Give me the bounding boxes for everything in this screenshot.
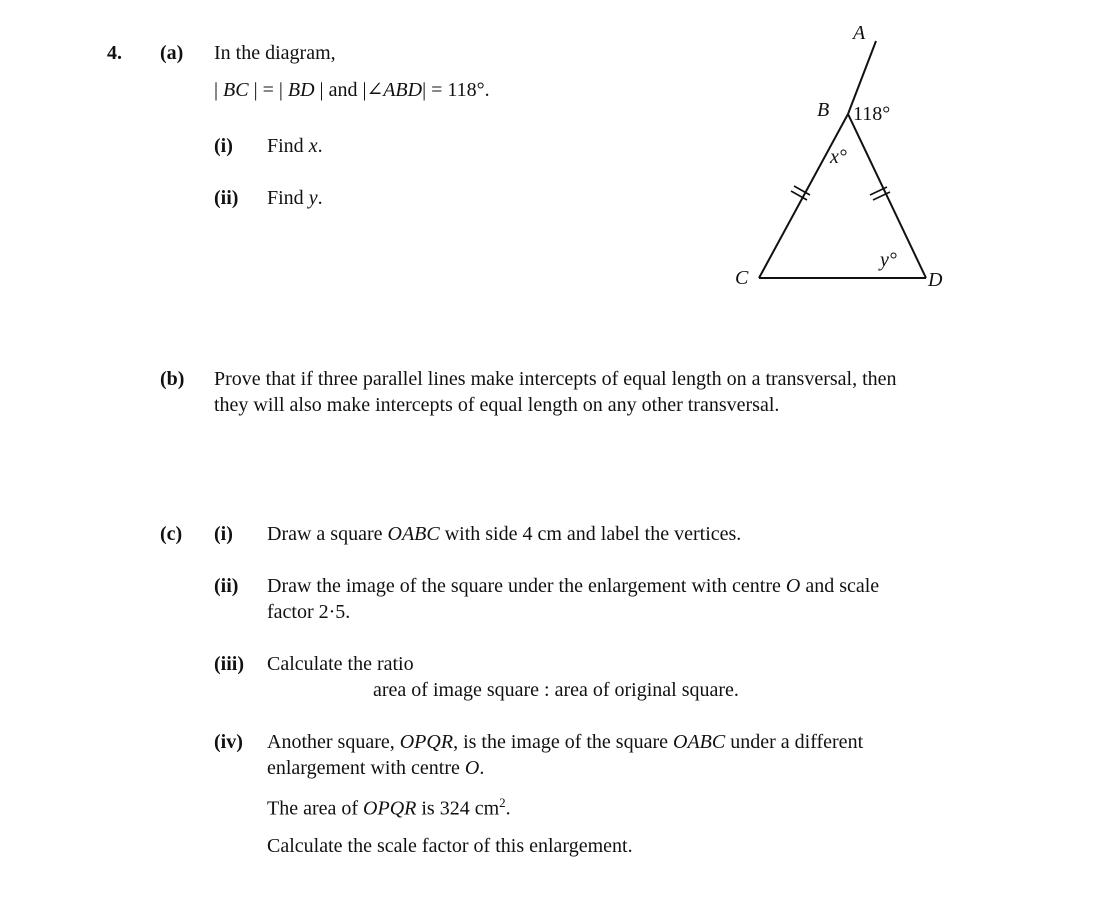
part-a-i-label: (i) [214,135,233,157]
var-o: O [464,757,480,779]
part-c-iv-line1 [267,731,863,754]
question-number: 4. [107,42,122,64]
label-b: B [817,99,830,121]
part-b-line1: Prove that if three parallel lines make intercepts of equal length on a transversal, then [214,368,897,390]
text: Draw a square [267,523,388,545]
part-c-ii-label: (ii) [214,575,239,597]
part-c-iv-label: (iv) [214,731,243,753]
angle-abd: ABD [383,79,423,101]
text: with side 4 cm and label the vertices. [439,523,742,545]
text: , is the image of the square [453,731,673,753]
angle-y-label: y° [880,249,897,271]
var-x: x [308,135,318,157]
angle-close: | = 118°. [422,79,490,101]
part-c-iii-line1: Calculate the ratio [267,653,414,675]
text: is 324 cm [416,797,500,820]
condition-bar: | [214,79,219,101]
segment-bd: BD [287,79,315,101]
period: . [317,135,323,157]
label-d: D [928,269,943,291]
text: . [505,797,511,820]
part-c-ii-line1 [267,575,879,598]
text: and scale [800,575,880,597]
part-a-label: (a) [160,42,184,64]
text: under a different [725,731,864,753]
part-c-i-label: (i) [214,523,233,545]
part-c-ii-line2: factor 2·5. [267,601,351,623]
angle-open: |∠ [362,79,384,101]
angle-x-label: x° [830,146,847,168]
part-b-label: (b) [160,368,185,390]
var-oabc: OABC [673,731,726,753]
part-b-line2: they will also make intercepts of equal length on any other transversal. [214,394,780,416]
find-text: Find [267,187,309,209]
part-c-iii-label: (iii) [214,653,244,675]
part-a-intro: In the diagram, [214,42,336,64]
var-oabc: OABC [387,523,440,545]
part-c-iv-line4: Calculate the scale factor of this enlargement. [267,835,633,857]
text: The area of [267,797,364,820]
part-c-iv-line3 [267,796,511,821]
var-o: O [785,575,801,597]
period: . [317,187,323,209]
condition-equals: | = | [253,79,283,101]
part-c-iv-line2 [267,757,484,780]
side-bc [759,114,848,278]
superscript: 2 [499,795,506,810]
part-a-ii-label: (ii) [214,187,239,209]
segment-bc: BC [223,79,249,101]
part-c-i-text [267,523,741,546]
text: enlargement with centre [267,757,465,779]
condition-and: and [323,79,363,101]
part-c-iii-line2: area of image square : area of original square. [373,679,739,701]
condition-bar: | [319,79,324,101]
text: Another square, [267,731,400,753]
label-c: C [735,267,749,289]
var-y: y [308,187,318,209]
find-text: Find [267,135,309,157]
var-opqr: OPQR [399,731,454,753]
angle-118-label: 118° [853,103,891,125]
text: . [479,757,485,779]
label-a: A [853,22,866,44]
part-c-label: (c) [160,523,183,545]
var-opqr: OPQR [363,797,417,820]
text: Draw the image of the square under the enlargement with centre [267,575,786,597]
